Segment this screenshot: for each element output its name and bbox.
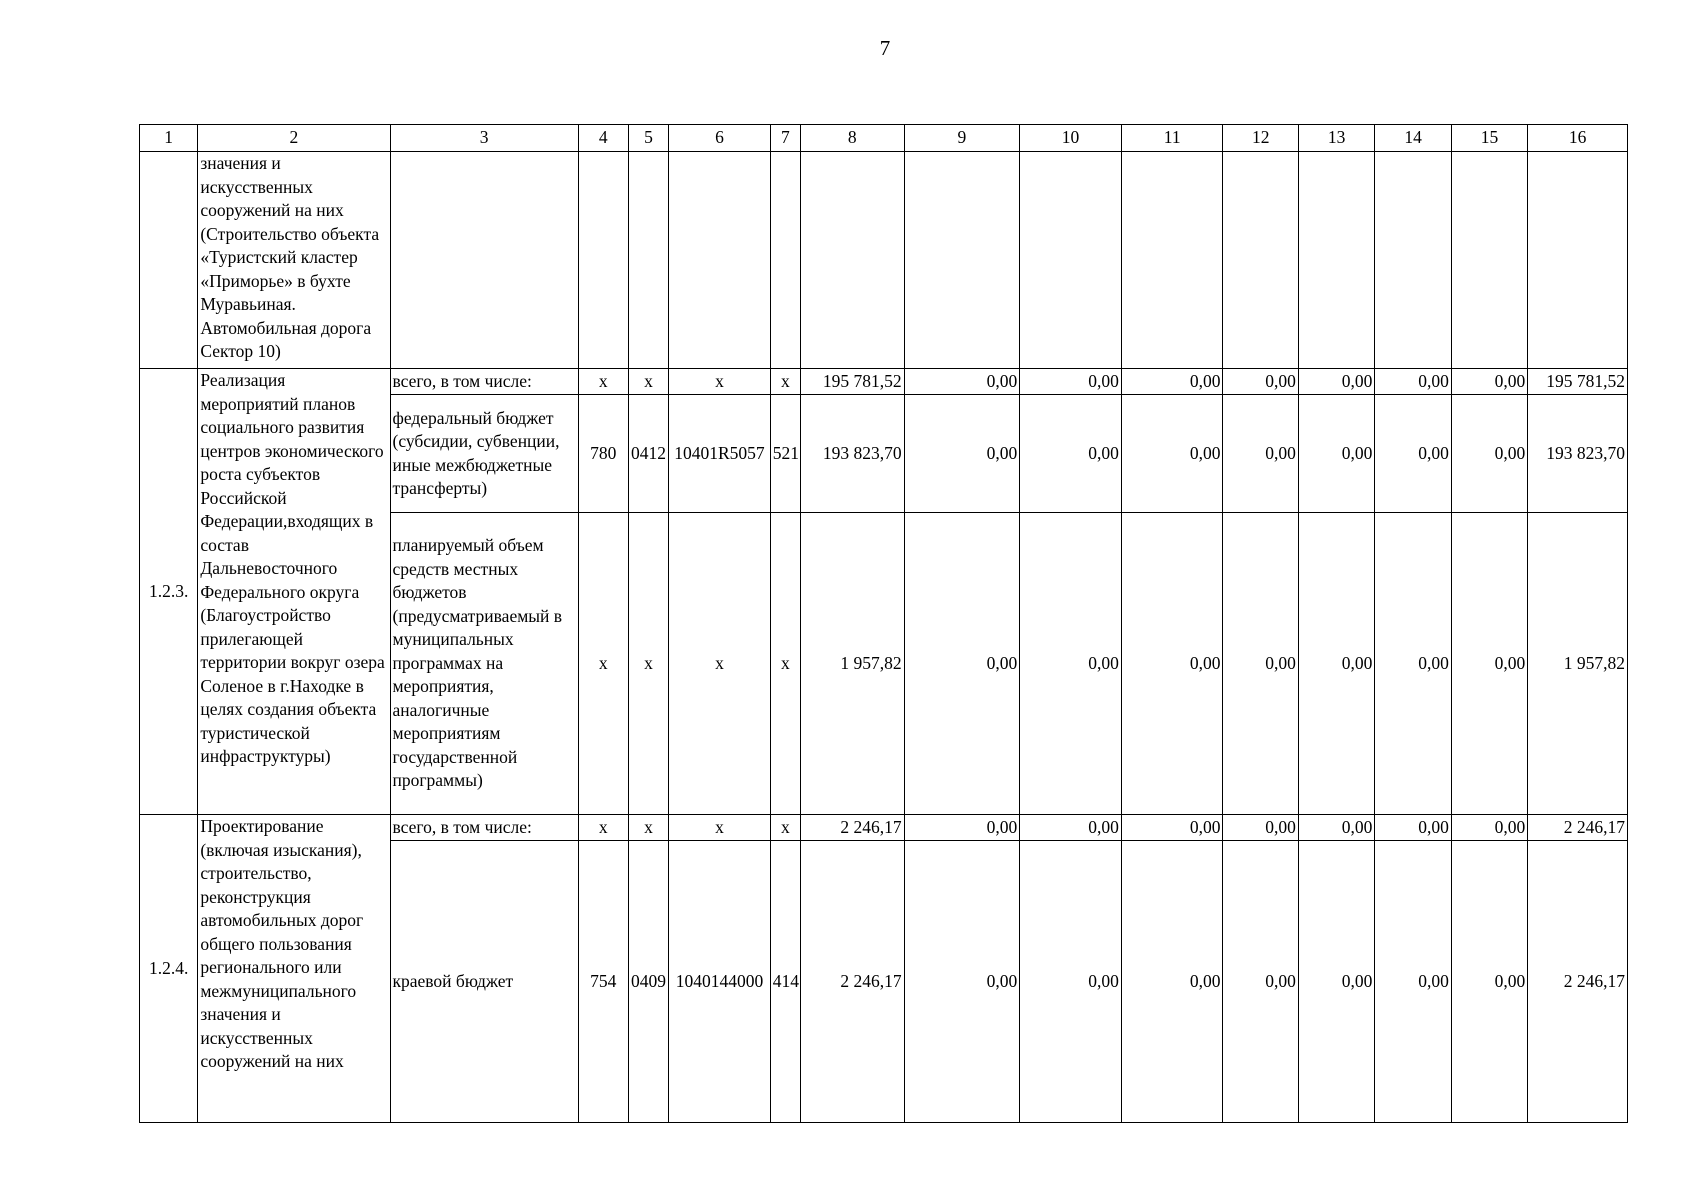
funding-source-cell: краевой бюджет: [390, 841, 578, 1123]
value-cell: 0,00: [1121, 369, 1223, 395]
header-cell: 9: [904, 125, 1020, 152]
header-cell: 15: [1451, 125, 1527, 152]
funding-source-cell: всего, в том числе:: [390, 815, 578, 841]
value-cell: 0,00: [1020, 395, 1122, 513]
empty-cell: [578, 152, 628, 369]
vr-cell: x: [770, 815, 800, 841]
vr-cell: 414: [770, 841, 800, 1123]
value-cell: 0,00: [1451, 841, 1527, 1123]
value-cell: 0,00: [1223, 513, 1298, 815]
rz-cell: x: [628, 513, 668, 815]
empty-cell: [1451, 152, 1527, 369]
item-number-cell: 1.2.4.: [140, 815, 198, 1123]
header-cell: 5: [628, 125, 668, 152]
value-cell: 2 246,17: [1528, 841, 1628, 1123]
value-cell: 0,00: [1451, 513, 1527, 815]
csr-cell: x: [669, 815, 771, 841]
value-cell: 0,00: [1121, 815, 1223, 841]
value-cell: 0,00: [1375, 369, 1451, 395]
value-cell: 0,00: [1020, 841, 1122, 1123]
page-number: 7: [879, 36, 891, 60]
item-number-cell: 1.2.3.: [140, 369, 198, 815]
value-cell: 2 246,17: [800, 841, 904, 1123]
csr-cell: x: [669, 513, 771, 815]
value-cell: 0,00: [1375, 513, 1451, 815]
header-cell: 13: [1298, 125, 1374, 152]
header-cell: 14: [1375, 125, 1451, 152]
funding-source-cell: федеральный бюджет (субсидии, субвенции, иные межбюджетные трансферты): [390, 395, 578, 513]
empty-cell: [628, 152, 668, 369]
value-cell: 0,00: [1451, 815, 1527, 841]
grbs-cell: 754: [578, 841, 628, 1123]
value-cell: 0,00: [1020, 815, 1122, 841]
empty-cell: [1020, 152, 1122, 369]
header-cell: 2: [198, 125, 390, 152]
header-cell: 7: [770, 125, 800, 152]
header-cell: 16: [1528, 125, 1628, 152]
value-cell: 0,00: [1020, 369, 1122, 395]
value-cell: 0,00: [1451, 395, 1527, 513]
value-cell: 0,00: [904, 395, 1020, 513]
value-cell: 0,00: [1375, 395, 1451, 513]
empty-cell: [1375, 152, 1451, 369]
value-cell: 1 957,82: [800, 513, 904, 815]
grbs-cell: x: [578, 513, 628, 815]
empty-cell: [1121, 152, 1223, 369]
empty-cell: [390, 152, 578, 369]
value-cell: 195 781,52: [800, 369, 904, 395]
budget-table: [139, 124, 1628, 1123]
empty-cell: [904, 152, 1020, 369]
header-cell: 1: [140, 125, 198, 152]
csr-cell: 1040144000: [669, 841, 771, 1123]
value-cell: 0,00: [1298, 369, 1374, 395]
header-cell: 10: [1020, 125, 1122, 152]
value-cell: 0,00: [1020, 513, 1122, 815]
value-cell: 0,00: [1223, 815, 1298, 841]
value-cell: 1 957,82: [1528, 513, 1628, 815]
csr-cell: 10401R5057: [669, 395, 771, 513]
item-name-cell: Проектирование (включая изыскания), строительство, реконструкция автомобильных дорог общего пользования регионального или межмуниципального значения и искусственных сооружений на них: [198, 815, 390, 1123]
empty-cell: [1298, 152, 1374, 369]
value-cell: 0,00: [1223, 841, 1298, 1123]
grbs-cell: x: [578, 815, 628, 841]
value-cell: 0,00: [1451, 369, 1527, 395]
item-name-cell: Реализация мероприятий планов социального развития центров экономического роста субъектов Российской Федерации,входящих в состав Дальневосточного Федерального округа (Благоустройство прилегающей территории вокруг озера Соленое в г.Находке в целях создания объекта туристической инфраструктуры): [198, 369, 390, 815]
grbs-cell: 780: [578, 395, 628, 513]
value-cell: 0,00: [1121, 841, 1223, 1123]
vr-cell: 521: [770, 395, 800, 513]
vr-cell: x: [770, 369, 800, 395]
value-cell: 193 823,70: [1528, 395, 1628, 513]
empty-cell: [1223, 152, 1298, 369]
value-cell: 0,00: [1223, 395, 1298, 513]
value-cell: 0,00: [1375, 815, 1451, 841]
empty-cell: [669, 152, 771, 369]
empty-cell: [770, 152, 800, 369]
rz-cell: 0412: [628, 395, 668, 513]
header-cell: 11: [1121, 125, 1223, 152]
rz-cell: x: [628, 815, 668, 841]
value-cell: 0,00: [904, 513, 1020, 815]
value-cell: 0,00: [1223, 369, 1298, 395]
value-cell: 193 823,70: [800, 395, 904, 513]
continuation-row: [140, 152, 1628, 369]
header-cell: 8: [800, 125, 904, 152]
value-cell: 0,00: [1375, 841, 1451, 1123]
header-cell: 6: [669, 125, 771, 152]
rz-cell: 0409: [628, 841, 668, 1123]
value-cell: 0,00: [904, 815, 1020, 841]
empty-cell: [800, 152, 904, 369]
value-cell: 0,00: [1298, 395, 1374, 513]
value-cell: 0,00: [1298, 841, 1374, 1123]
funding-source-cell: планируемый объем средств местных бюджетов (предусматриваемый в муниципальных программах на мероприятия, аналогичные мероприятиям государственной программы): [390, 513, 578, 815]
value-cell: 2 246,17: [800, 815, 904, 841]
item-name-cell: значения и искусственных сооружений на них (Строительство объекта «Туристский кластер «Приморье» в бухте Муравьиная. Автомобильная дорога Сектор 10): [198, 152, 390, 369]
header-cell: 4: [578, 125, 628, 152]
value-cell: 0,00: [1121, 513, 1223, 815]
value-cell: 0,00: [904, 369, 1020, 395]
csr-cell: x: [669, 369, 771, 395]
table-row: [140, 815, 1628, 841]
value-cell: 0,00: [1298, 513, 1374, 815]
value-cell: 0,00: [904, 841, 1020, 1123]
vr-cell: x: [770, 513, 800, 815]
item-number-cell: [140, 152, 198, 369]
value-cell: 195 781,52: [1528, 369, 1628, 395]
grbs-cell: x: [578, 369, 628, 395]
value-cell: 0,00: [1298, 815, 1374, 841]
value-cell: 2 246,17: [1528, 815, 1628, 841]
empty-cell: [1528, 152, 1628, 369]
header-cell: 12: [1223, 125, 1298, 152]
header-row: [140, 125, 1628, 152]
rz-cell: x: [628, 369, 668, 395]
header-cell: 3: [390, 125, 578, 152]
funding-source-cell: всего, в том числе:: [390, 369, 578, 395]
table-row: [140, 369, 1628, 395]
value-cell: 0,00: [1121, 395, 1223, 513]
